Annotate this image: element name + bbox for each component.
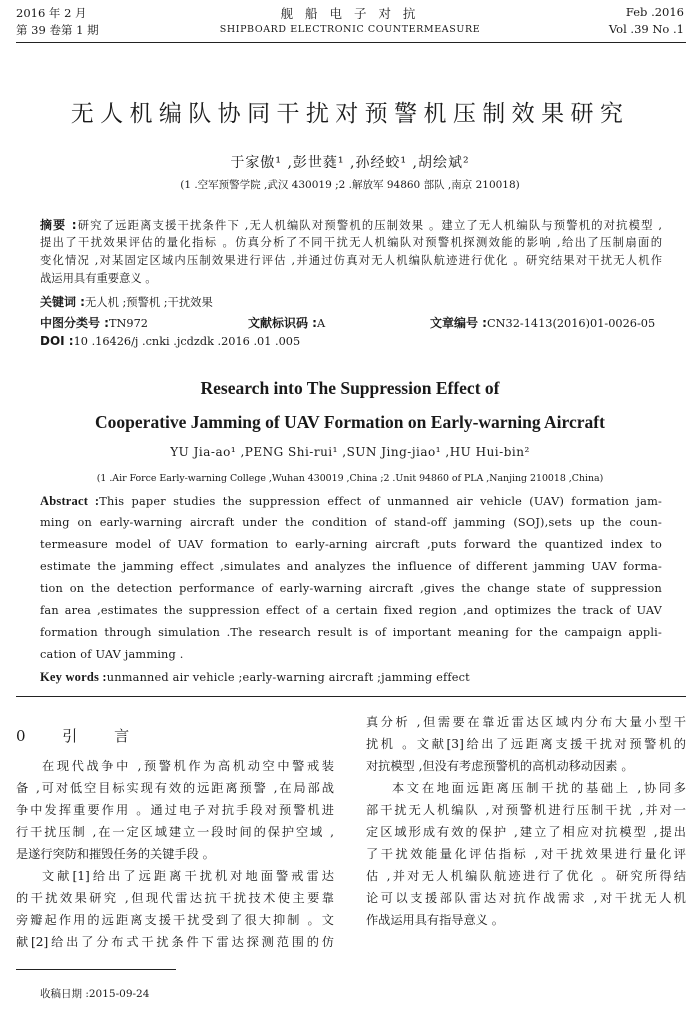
body-line: 本文在地面远距离压制干扰的基础上 ,协同多 xyxy=(392,781,686,795)
abstract-en-line: ming on early-warning aircraft under the condition of stand-off jamming (SOJ),sets up the coun- xyxy=(40,516,662,529)
footnote-rule xyxy=(16,969,176,970)
title-en-line: Cooperative Jamming of UAV Formation on Early-warning Aircraft xyxy=(95,412,605,432)
abstract-cn-line: 战运用具有重要意义 。 xyxy=(40,272,157,285)
body-line: 文献[1]给出了远距离干扰机对地面警戒雷达 xyxy=(42,869,334,883)
keywords-cn: 关键词 :无人机 ;预警机 ;干扰效果 xyxy=(40,295,213,309)
abstract-cn-line: 摘要 :研究了远距离支援干扰条件下 ,无人机编队对预警机的压制效果 。建立了无人机编队与预警机的对抗模型 , xyxy=(40,218,662,232)
body-line: 了干扰效能量化评估指标 ,对干扰效果进行量化评 xyxy=(366,847,686,861)
body-line: 争中发挥重要作用 。通过电子对抗手段对预警机进 xyxy=(16,803,334,817)
document-code: 文献标识码 :A xyxy=(248,316,326,330)
body-line: 旁瓣起作用的远距离支援干扰受到了很大抑制 。文 xyxy=(16,913,334,927)
body-line: 献[2]给出了分布式干扰条件下雷达探测范围的仿 xyxy=(16,935,334,949)
body-line: 作战运用具有指导意义 。 xyxy=(366,913,504,927)
header-journal-en: SHIPBOARD ELECTRONIC COUNTERMEASURE xyxy=(219,24,481,35)
body-line: 是遂行突防和摧毁任务的关键手段 。 xyxy=(16,847,215,861)
abstract-en-line: termeasure model of UAV formation to early-arning aircraft ,puts forward the quantized index to xyxy=(40,538,662,551)
body-line: 在现代战争中 ,预警机作为高机动空中警戒装 xyxy=(42,759,334,773)
abstract-rule xyxy=(16,696,686,697)
keywords-en: Key words :unmanned air vehicle ;early-warning aircraft ;jamming effect xyxy=(40,670,470,684)
body-line: 备 ,可对低空目标实现有效的远距离预警 ,在局部战 xyxy=(16,781,334,795)
abstract-en-line: tion on the detection performance of early-warning aircraft ,gives the change state of suppression xyxy=(40,582,662,595)
affiliation-en: (1 .Air Force Early-warning College ,Wuhan 430019 ,China ;2 .Unit 94860 of PLA ,Nanjing 210018 ,China) xyxy=(96,473,604,484)
body-line: 对抗模型 ,但没有考虑预警机的高机动移动因素 。 xyxy=(366,759,634,773)
body-line: 定区域形成有效的保护 ,建立了相应对抗模型 ,提出 xyxy=(366,825,686,839)
authors-en: YU Jia-ao¹ ,PENG Shi-rui¹ ,SUN Jing-jiao¹ ,HU Hui-bin² xyxy=(170,445,530,459)
keywords-cn-label: 关键词 : xyxy=(40,295,85,309)
affiliation-cn: (1 .空军预警学院 ,武汉 430019 ;2 .解放军 94860 部队 ,南京 210018) xyxy=(180,179,520,191)
section-heading-0: 0 引 言 xyxy=(16,727,146,745)
abstract-en-line: fan area ,estimates the suppression effect of a certain fixed region ,and optimizes the track of UAV xyxy=(40,604,662,617)
header-journal-cn: 舰 船 电 子 对 抗 xyxy=(280,6,420,21)
body-line: 部干扰无人机编队 ,对预警机进行压制干扰 ,并对一 xyxy=(366,803,686,817)
abstract-en-line: Abstract :This paper studies the suppression effect of unmanned air vehicle (UAV) formation jam- xyxy=(40,494,662,508)
body-line: 论可以支援部队雷达对抗作战需求 ,对干扰无人机 xyxy=(366,891,686,905)
abstract-en-line: formation through simulation .The research result is of important meaning for the campaign appli- xyxy=(40,626,662,639)
article-number: 文章编号 :CN32-1413(2016)01-0026-05 xyxy=(430,316,656,330)
header-volume-cn: 第 39 卷第 1 期 xyxy=(16,23,99,37)
received-date: 收稿日期 :2015-09-24 xyxy=(40,988,150,1000)
authors-cn: 于家傲¹ ,彭世蕤¹ ,孙经蛟¹ ,胡绘斌² xyxy=(230,155,470,171)
header-rule xyxy=(16,42,686,43)
clc: 中图分类号 :TN972 xyxy=(40,316,148,330)
title-en-line: Research into The Suppression Effect of xyxy=(200,378,500,398)
header-date-cn: 2016 年 2 月 xyxy=(16,6,87,20)
abstract-en-line: cation of UAV jamming . xyxy=(40,648,184,661)
keywords-en-label: Key words : xyxy=(40,670,107,684)
body-line: 扰机 。文献[3]给出了远距离支援干扰对预警机的 xyxy=(366,737,686,751)
body-line: 的干扰效果研究 ,但现代雷达抗干扰技术使主要靠 xyxy=(16,891,334,905)
abstract-cn-line: 提出了干扰效果评估的量化指标 。仿真分析了不同干扰无人机编队对预警机探测效能的影响 ,给出了压制扇面的 xyxy=(40,236,662,249)
body-line: 真分析 ,但需要在靠近雷达区域内分布大量小型干 xyxy=(366,715,686,729)
abstract-en-label: Abstract : xyxy=(40,494,100,508)
abstract-cn-label: 摘要 : xyxy=(40,218,77,232)
doi: DOI :10 .16426/j .cnki .jcdzdk .2016 .01 .005 xyxy=(40,334,301,348)
body-line: 估 ,并对无人机编队航迹进行了优化 。研究所得结 xyxy=(366,869,686,883)
abstract-en-line: estimate the jamming effect ,simulates and analyzes the influence of different jamming UAV forma- xyxy=(40,560,662,573)
abstract-cn-line: 变化情况 ,对某固定区域内压制效果进行评估 ,并通过仿真对无人机编队航迹进行优化 。研究结果对干扰无人机作 xyxy=(40,254,662,267)
body-line: 行干扰压制 ,在一定区域建立一段时间的保护空域 , xyxy=(16,825,334,839)
title-cn: 无人机编队协同干扰对预警机压制效果研究 xyxy=(70,101,630,127)
header-date-en: Feb .2016 xyxy=(625,5,684,19)
header-volume-en: Vol .39 No .1 xyxy=(608,22,684,36)
